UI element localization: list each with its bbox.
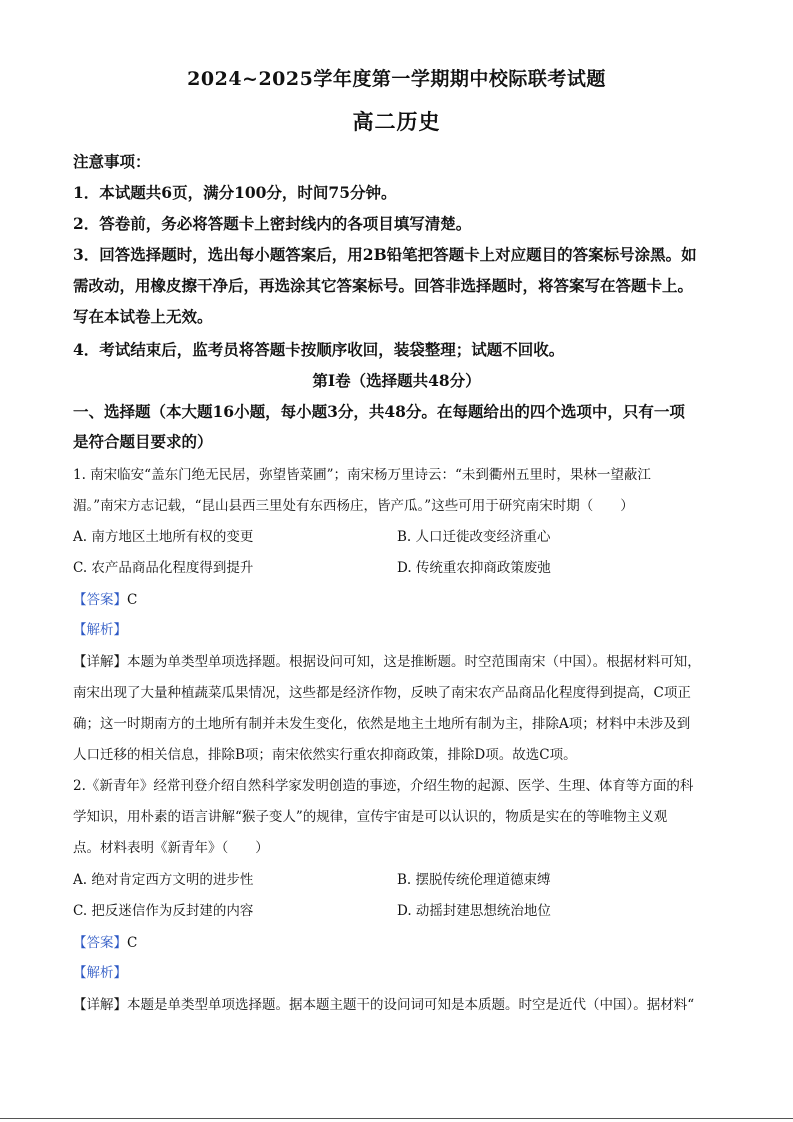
option-b: B. 人口迁徙改变经济重心 [397, 529, 551, 545]
detail-text: 人口迁移的相关信息，排除B项；南宋依然实行重农抑商政策，排除D项。故选C项。 [73, 747, 577, 763]
detail-text: 本题为单类型单项选择题。根据设问可知，这是推断题。时空范围南宋（中国）。根据材料可知， [127, 654, 701, 670]
section-heading: 一、选择题（本大题16小题，每小题3分，共48分。在每题给出的四个选项中，只有一项 [73, 402, 685, 421]
exam-title: 2024~2025学年度第一学期期中校际联考试题 [187, 68, 606, 90]
answer-line [73, 588, 733, 608]
option-a: A. 南方地区土地所有权的变更 [73, 529, 254, 545]
option-c: C. 把反迷信作为反封建的内容 [73, 903, 254, 919]
page-bottom-divider [0, 1118, 793, 1119]
section-heading: 是符合题目要求的） [73, 432, 213, 451]
notice-item: 2．答卷前，务必将答题卡上密封线内的各项目填写清楚。 [73, 214, 472, 233]
detail-line [73, 993, 733, 1013]
notice-item: 4．考试结束后，监考员将答题卡按顺序收回，装袋整理；试题不回收。 [73, 340, 565, 359]
answer-value: C [127, 935, 138, 951]
option-b: B. 摆脱传统伦理道德束缚 [397, 872, 551, 888]
detail-text: 确；这一时期南方的土地所有制并未发生变化，依然是地主土地所有制为主，排除A项；材料中未涉及到 [73, 716, 691, 732]
detail-tag: 【详解】 [73, 654, 127, 670]
analysis-tag: 【解析】 [73, 965, 127, 981]
option-a: A. 绝对肯定西方文明的进步性 [73, 872, 254, 888]
notice-item: 3．回答选择题时，选出每小题答案后，用2B铅笔把答题卡上对应题目的答案标号涂黑。如 [73, 245, 697, 264]
question-stem: 点。材料表明《新青年》（ ） [73, 840, 269, 856]
notice-item: 需改动，用橡皮擦干净后，再选涂其它答案标号。回答非选择题时，将答案写在答题卡上。 [73, 276, 694, 295]
question-stem: 2.《新青年》经常刊登介绍自然科学家发明创造的事迹，介绍生物的起源、医学、生理、体育等方面的科 [73, 778, 694, 794]
question-stem: 1. 南宋临安“盖东门绝无民居，弥望皆菜圃”；南宋杨万里诗云：“未到衢州五里时，果林一望蔽江 [73, 467, 651, 483]
answer-value: C [127, 592, 138, 608]
subject-title: 高二历史 [352, 109, 441, 134]
question-stem: 湄。”南宋方志记载，“昆山县西三里处有东西杨庄，皆产瓜。”这些可用于研究南宋时期（ ） [73, 498, 634, 514]
answer-line [73, 931, 733, 951]
option-d: D. 动摇封建思想统治地位 [397, 903, 551, 919]
option-c: C. 农产品商品化程度得到提升 [73, 560, 254, 576]
analysis-tag: 【解析】 [73, 622, 127, 638]
answer-tag: 【答案】 [73, 592, 127, 608]
notice-item: 1．本试题共6页，满分100分，时间75分钟。 [73, 183, 397, 202]
detail-line [73, 650, 733, 670]
notice-item: 写在本试卷上无效。 [73, 307, 213, 326]
detail-text: 本题是单类型单项选择题。据本题主题干的设问词可知是本质题。时空是近代（中国）。据材料“ [127, 997, 695, 1013]
notice-heading: 注意事项： [73, 152, 151, 171]
volume-heading: 第Ⅰ卷（选择题共48分） [312, 371, 481, 390]
question-stem: 学知识，用朴素的语言讲解“猴子变人”的规律，宣传宇宙是可以认识的，物质是实在的等唯物主义观 [73, 809, 668, 825]
answer-tag: 【答案】 [73, 935, 127, 951]
option-d: D. 传统重农抑商政策废弛 [397, 560, 551, 576]
detail-tag: 【详解】 [73, 997, 127, 1013]
detail-text: 南宋出现了大量种植蔬菜瓜果情况，这些都是经济作物，反映了南宋农产品商品化程度得到提高，C项正 [73, 685, 691, 701]
